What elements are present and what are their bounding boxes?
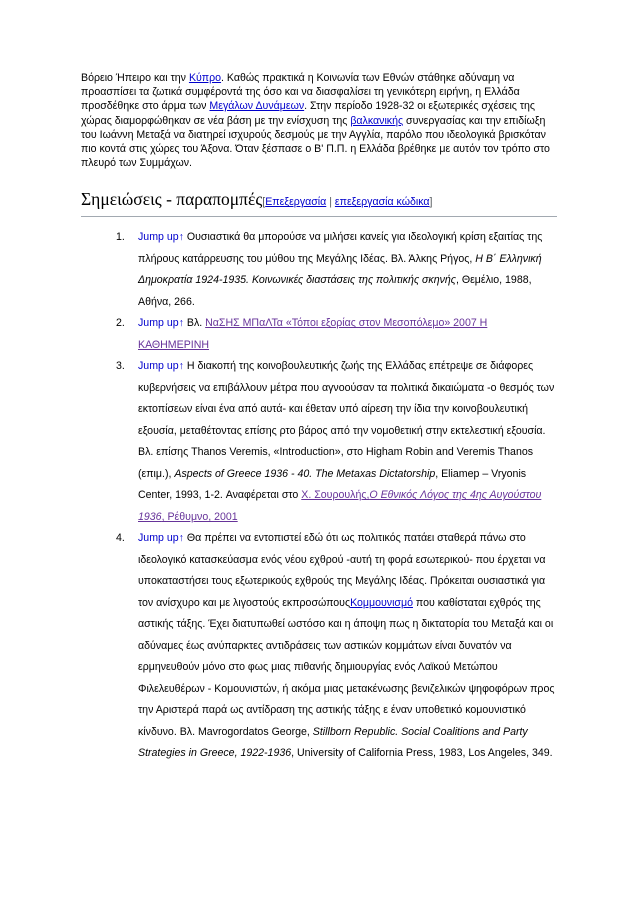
jump-up-link[interactable]: Jump up↑ [138, 231, 184, 244]
document-page [81, 71, 557, 765]
reference-text: που καθίσταται εχθρός της αστικής τάξης. Έχει διατυπωθεί ωστόσο και η άποψη πως η δικτατορία του Μεταξά και οι αδύναμες έως ανύπαρκτες αντιδράσεις των αστικών κομμάτων είναι δυνατόν να ερμηνευθούν μόνο στο φως μιας πιθανής δημιουργίας ενός Λαϊκού Μετώπου Φιλελευθέρων - Κομουνιστών, ή ακόμα μιας μετακένωσης βενιζελικών ψηφοφόρων προς την Αριστερά παρά ως αντίδραση της αστικής τάξης ε έναν υποθετικό κομουνιστικό κίνδυνο. Βλ. Mavrogordatos George, [138, 596, 555, 738]
reference-title: Η Β΄ Ελληνική Δημοκρατία 1924-1935. Κοινωνικές διαστάσεις της πολιτικής σκηνής [138, 252, 542, 287]
link-great-powers[interactable]: Μεγάλων Δυνάμεων [209, 100, 305, 113]
reference-text: Ουσιαστικά θα μπορούσε να μιλήσει κανείς για ιδεολογική κρίση εξαιτίας της πλήρους κατάρρευσης του μύθου της Μεγάλης Ιδέας. Βλ. Άλκης Ρήγος, [138, 231, 543, 265]
reference-text: Θα πρέπει να εντοπιστεί εδώ ότι ως πολιτικός πατάει σταθερά πάνω στο ιδεολογικό κατασκεύασμα ενός νέου εχθρού -αυτή τη φορά εσωτερικού- που έρχεται να υποκαταστήσει τους εξωτερικούς εχθρούς της Μεγάλης Ιδέας. Πρόκειται ουσιαστικά για τον ανίσχυρο και με λιγοστούς εκπροσώπους [138, 532, 546, 609]
reference-link-souroulis[interactable]: Χ. Σουρουλής,Ο Εθνικός Λόγος της 4ης Αυγούστου 1936, Ρέθυμνο, 2001 [138, 489, 542, 523]
reference-text: Βλ. [183, 317, 206, 330]
intro-text: συνεργασίας και την επιδίωξη του Ιωάννη Μεταξά να διατηρεί ισχυρούς δεσμούς με την Αγγλία, παρόλο που ιδεολογικά βρισκόταν πιο κοντά στις χώρες του Άξονα. Όταν ξέσπασε ο Β' Π.Π. η Ελλάδα βρέθηκε με αυτόν τον τρόπο στο πλευρό των Συμμάχων. [81, 114, 550, 170]
edit-section-links: [Επεξεργασία | επεξεργασία κώδικα] [262, 196, 433, 209]
reference-item [81, 227, 557, 313]
intro-paragraph [81, 71, 557, 170]
section-heading [81, 189, 557, 217]
reference-text: , Eliamep – Vryonis Center, 1993, 1-2. Αναφέρεται στο [138, 467, 527, 502]
reference-number: 3. [116, 360, 125, 373]
link-cyprus[interactable]: Κύπρο [188, 72, 222, 84]
edit-link[interactable]: Επεξεργασία [265, 196, 327, 209]
intro-text: . Στην περίοδο 1928-32 οι εξωτερικές σχέσεις της χώρας διαμορφώθηκαν σε νέα βάση με την ενίσχυση της [81, 100, 536, 127]
section-title: Σημειώσεις - παραπομπές [81, 189, 263, 210]
reference-text: , University of California Press, 1983, Los Angeles, 349. [291, 747, 553, 760]
link-balkan[interactable]: βαλκανικής [350, 114, 404, 127]
reference-item [81, 528, 557, 765]
intro-text: . Καθώς πρακτικά η Κοινωνία των Εθνών στάθηκε αδύναμη να προασπίσει τα ζωτικά συμφέροντά της όσο και να διασφαλίσει τη γενικότερη ειρήνη, η Ελλάδα προσδέθηκε στο άρμα των [81, 72, 520, 113]
jump-up-link[interactable]: Jump up↑ [138, 317, 184, 330]
reference-link-kathimerini[interactable]: ΝαΣΗΣ ΜΠαΛΤα «Τόποι εξορίας στον Μεσοπόλεμο» 2007 Η ΚΑΘΗΜΕΡΙΝΗ [138, 317, 488, 351]
reference-title: Stillborn Republic. Social Coalitions and Party Strategies in Greece, 1922-1936 [138, 725, 528, 760]
reference-text: , Θεμέλιο, 1988, Αθήνα, 266. [138, 274, 532, 308]
jump-up-link[interactable]: Jump up↑ [138, 532, 184, 545]
reference-number: 1. [116, 231, 125, 244]
reference-number: 4. [116, 532, 125, 545]
reference-item [81, 313, 557, 356]
jump-up-link[interactable]: Jump up↑ [138, 360, 184, 373]
link-communism[interactable]: Κομμουνισμό [350, 596, 413, 609]
references-list [81, 227, 557, 765]
intro-text: Βόρειο Ήπειρο και την [81, 72, 189, 84]
edit-source-link[interactable]: επεξεργασία κώδικα [334, 196, 430, 209]
reference-title: Aspects of Greece 1936 - 40. The Metaxas Dictatorship [174, 467, 436, 480]
reference-text: Η διακοπή της κοινοβουλευτικής ζωής της Ελλάδας επέτρεψε σε διάφορες κυβερνήσεις να επιβάλλουν μέτρα που αγνοούσαν τα πολιτικά δικαιώματα -ο θεσμός των εκτοπίσεων είναι ένα από αυτά- και έθεταν υπό αίρεση την ίδια την κοινοβουλευτική εξουσία, μεταθέτοντας επίσης ρτο βάρος από την νομοθετική στην εκτελεστική εξουσία. Βλ. επίσης Thanos Veremis, «Introduction», στο Higham Robin and Veremis Thanos (επιμ.), [138, 360, 555, 480]
reference-number: 2. [116, 317, 125, 330]
reference-item [81, 356, 557, 528]
